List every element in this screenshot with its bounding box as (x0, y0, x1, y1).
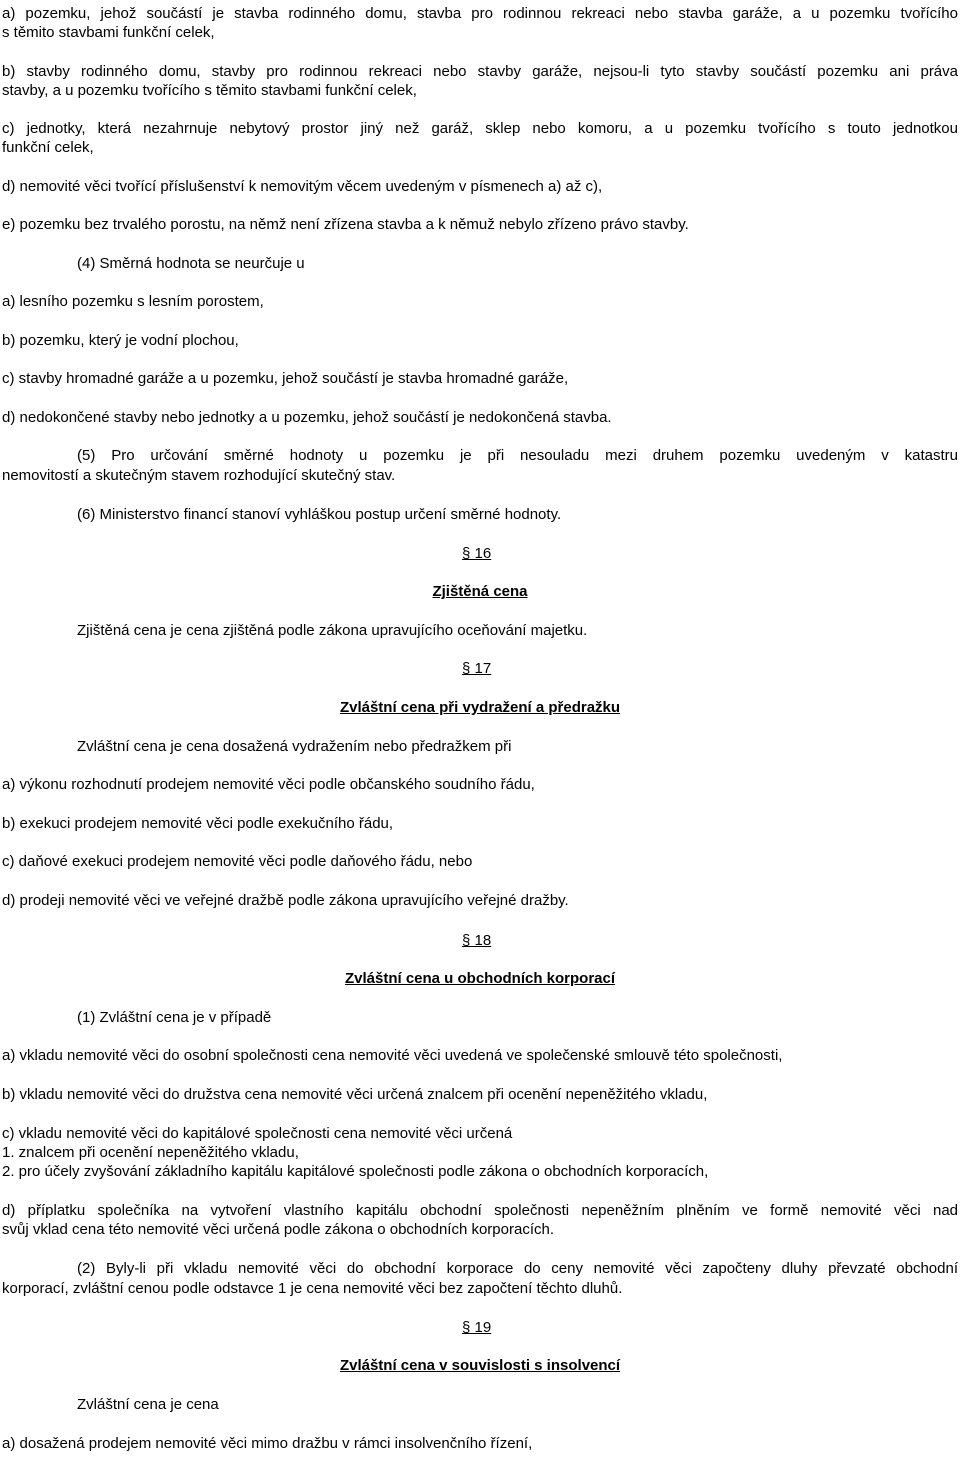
text-line: Zvláštní cena je cena dosažená vydražením nebo předražkem při (77, 738, 512, 755)
text-line: d) nedokončené stavby nebo jednotky a u pozemku, jehož součástí je nedokončená stavba. (2, 409, 612, 426)
paragraph-2: (2) Byly-li při vkladu nemovité věci do obchodní korporace do ceny nemovité věci započteny dluhy převzaté obchodní (77, 1260, 958, 1277)
text-line: a) vkladu nemovité věci do osobní společnosti cena nemovité věci uvedená ve společenské smlouvě této společnosti, (2, 1047, 783, 1064)
text-line: stavby, a u pozemku tvořícího s těmito stavbami funkční celek, (2, 82, 417, 99)
text-line: a) pozemku, jehož součástí je stavba rodinného domu, stavba pro rodinnou rekreaci nebo stavba garáže, a u pozemku tvořícího (2, 5, 958, 22)
text-line: e) pozemku bez trvalého porostu, na němž není zřízena stavba a k němuž nebylo zřízeno právo stavby. (2, 216, 689, 233)
text-line: c) stavby hromadné garáže a u pozemku, jehož součástí je stavba hromadné garáže, (2, 370, 569, 387)
text-line: c) jednotky, která nezahrnuje nebytový prostor jiný než garáž, sklep nebo komoru, a u pozemku tvořícího s touto jednotkou (2, 120, 958, 137)
text-line: c) daňové exekuci prodejem nemovité věci podle daňového řádu, nebo (2, 853, 473, 870)
text-line: c) vkladu nemovité věci do kapitálové společnosti cena nemovité věci určená (2, 1125, 513, 1142)
text-line: svůj vklad cena této nemovité věci určená podle zákona o obchodních korporacích. (2, 1221, 554, 1238)
text-line: Zvláštní cena je cena (77, 1396, 219, 1413)
section-title-19: Zvláštní cena v souvislosti s insolvencí (339, 1357, 621, 1374)
text-line: 1. znalcem při ocenění nepeněžitého vkladu, (2, 1144, 299, 1161)
text-line: nemovitostí a skutečným stavem rozhodující skutečný stav. (2, 467, 396, 484)
text-line: Zjištěná cena je cena zjištěná podle zákona upravujícího oceňování majetku. (77, 622, 588, 639)
text-line: 2. pro účely zvyšování základního kapitálu kapitálové společnosti podle zákona o obchodních korporacích, (2, 1163, 709, 1180)
text-line: b) exekuci prodejem nemovité věci podle exekučního řádu, (2, 815, 394, 832)
text-line: funkční celek, (2, 139, 94, 156)
section-number-17: § 17 (462, 660, 492, 677)
section-number-18: § 18 (462, 932, 492, 949)
text-line: b) stavby rodinného domu, stavby pro rodinnou rekreaci nebo stavby garáže, nejsou-li tyto stavby součástí pozemku ani práva (2, 63, 958, 80)
paragraph-6: (6) Ministerstvo financí stanoví vyhláškou postup určení směrné hodnoty. (77, 506, 562, 523)
section-title-16: Zjištěná cena (432, 583, 528, 600)
section-number-19: § 19 (462, 1319, 492, 1336)
text-line: a) dosažená prodejem nemovité věci mimo dražbu v rámci insolvenčního řízení, (2, 1435, 533, 1452)
text-line: korporací, zvláštní cenou podle odstavce 1 je cena nemovité věci bez započtení těchto dluhů. (2, 1280, 623, 1297)
section-title-17: Zvláštní cena při vydražení a předražku (339, 699, 621, 716)
paragraph-1: (1) Zvláštní cena je v případě (77, 1009, 272, 1026)
text-line: a) lesního pozemku s lesním porostem, (2, 293, 264, 310)
text-line: d) nemovité věci tvořící příslušenství k nemovitým věcem uvedeným v písmenech a) až c), (2, 178, 603, 195)
text-line: b) vkladu nemovité věci do družstva cena nemovité věci určená znalcem při ocenění nepeněžitého vkladu, (2, 1086, 708, 1103)
section-title-18: Zvláštní cena u obchodních korporací (344, 970, 616, 987)
text-line: d) příplatku společníka na vytvoření vlastního kapitálu obchodní společnosti nepeněžním plněním ve formě nemovité věci nad (2, 1202, 958, 1219)
text-line: d) prodeji nemovité věci ve veřejné dražbě podle zákona upravujícího veřejné dražby. (2, 892, 569, 909)
paragraph-4: (4) Směrná hodnota se neurčuje u (77, 255, 305, 272)
paragraph-5: (5) Pro určování směrné hodnoty u pozemku je při nesouladu mezi druhem pozemku uvedeným v katastru (77, 447, 958, 464)
text-line: a) výkonu rozhodnutí prodejem nemovité věci podle občanského soudního řádu, (2, 776, 535, 793)
section-number-16: § 16 (462, 545, 492, 562)
text-line: b) pozemku, který je vodní plochou, (2, 332, 239, 349)
text-line: s těmito stavbami funkční celek, (2, 24, 215, 41)
